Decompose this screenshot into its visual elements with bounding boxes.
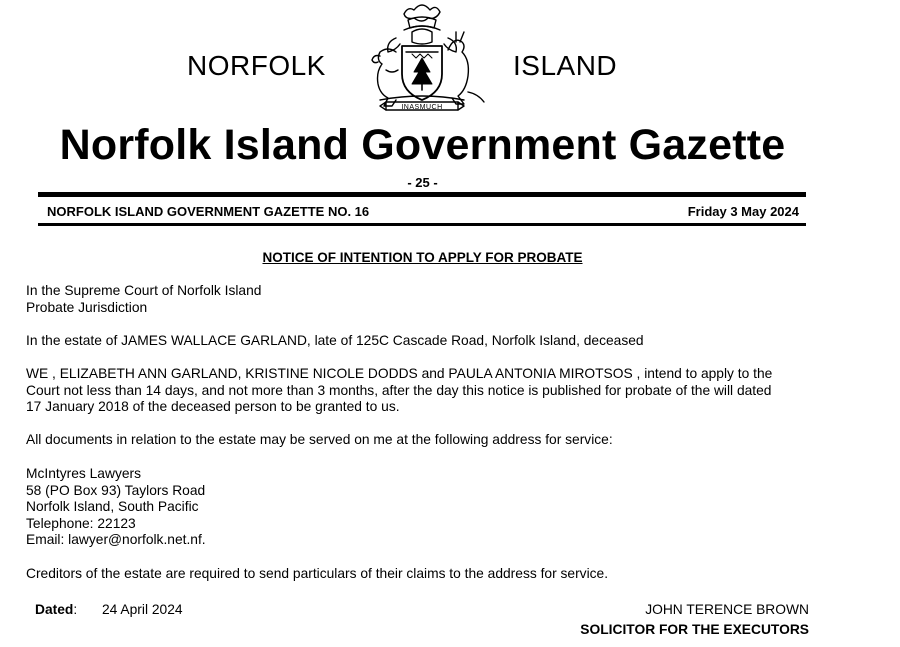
gazette-title: Norfolk Island Government Gazette	[59, 121, 786, 169]
signatory-role: SOLICITOR FOR THE EXECUTORS	[580, 622, 809, 637]
court-block	[26, 283, 826, 316]
service-intro: All documents in relation to the estate may be served on me at the following address for service:	[26, 432, 613, 447]
intent-line: Court not less than 14 days, and not more than 3 months, after the day this notice is published for probate of the will dated	[26, 382, 772, 398]
address-firm: McIntyres Lawyers	[26, 466, 142, 481]
service-address	[26, 466, 826, 549]
gazette-date: Friday 3 May 2024	[687, 204, 799, 219]
intent-paragraph	[26, 366, 826, 416]
creditors-line: Creditors of the estate are required to send particulars of their claims to the address for service.	[26, 566, 609, 581]
dated-label: Dated	[35, 602, 74, 617]
bottom-rule	[38, 223, 806, 226]
address-street: 58 (PO Box 93) Taylors Road	[26, 482, 206, 498]
top-rule	[38, 192, 806, 197]
dated-line	[35, 602, 235, 619]
address-email: Email: lawyer@norfolk.net.nf.	[26, 532, 206, 547]
intent-line: 17 January 2018 of the deceased person to be granted to us.	[26, 399, 400, 414]
dated-value: 24 April 2024	[102, 602, 183, 617]
address-locality: Norfolk Island, South Pacific	[26, 499, 199, 514]
page-number: - 25 -	[407, 175, 438, 190]
court-line: In the Supreme Court of Norfolk Island	[26, 283, 262, 298]
intent-line: WE , ELIZABETH ANN GARLAND, KRISTINE NICOLE DODDS and PAULA ANTONIA MIROTSOS , intend to apply to the	[26, 366, 773, 381]
address-telephone: Telephone: 22123	[26, 515, 136, 531]
gazette-info-band	[47, 204, 799, 219]
estate-line: In the estate of JAMES WALLACE GARLAND, late of 125C Cascade Road, Norfolk Island, deceased	[26, 333, 644, 348]
dated-colon: :	[73, 602, 78, 617]
coat-of-arms-icon	[356, 0, 488, 116]
masthead-right-word: ISLAND	[513, 50, 618, 81]
masthead-left-word: NORFOLK	[187, 50, 326, 81]
svg-text:INASMUCH: INASMUCH	[401, 104, 443, 111]
gazette-number: NORFOLK ISLAND GOVERNMENT GAZETTE NO. 16	[47, 204, 370, 219]
notice-title: NOTICE OF INTENTION TO APPLY FOR PROBATE	[262, 250, 583, 265]
signatory-name: JOHN TERENCE BROWN	[645, 602, 809, 617]
jurisdiction-line: Probate Jurisdiction	[26, 299, 148, 315]
